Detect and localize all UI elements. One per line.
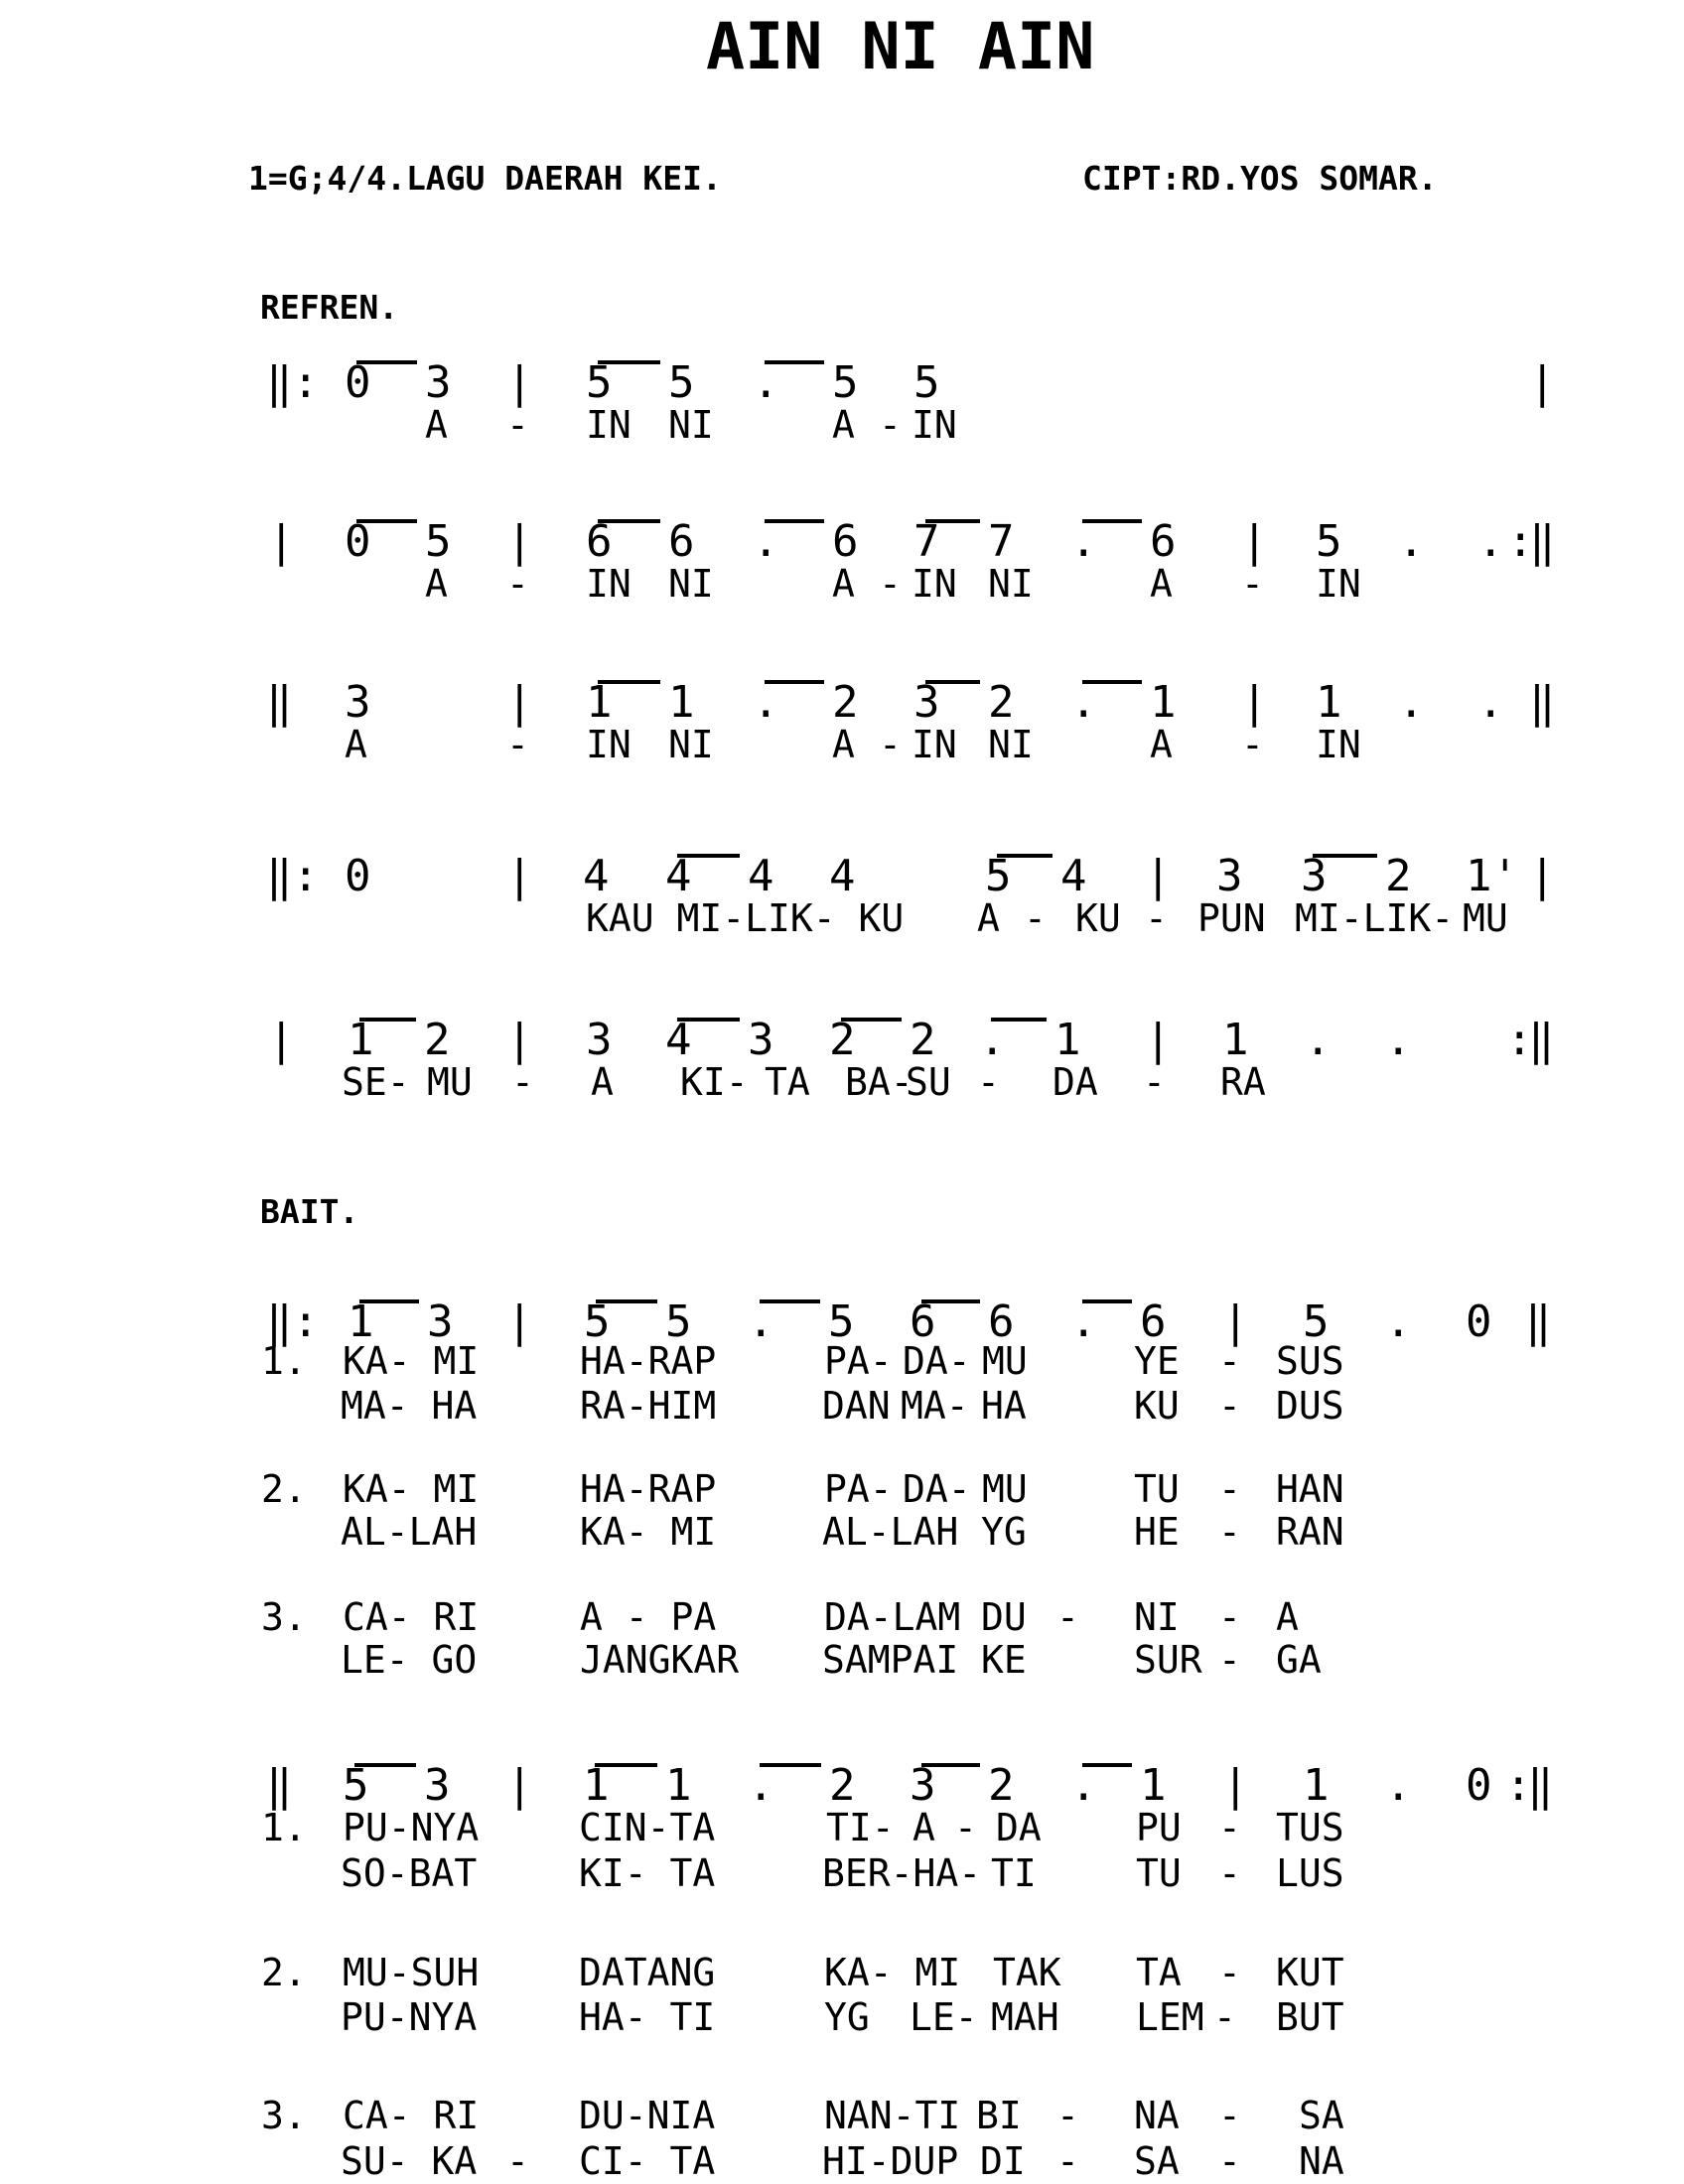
barline: | (506, 677, 533, 728)
lyric-syllable: KE (981, 1638, 1027, 1682)
note: 5 (913, 357, 940, 408)
lyric-syllable: HA (981, 1384, 1027, 1428)
lyric-syllable: DU (981, 1595, 1027, 1639)
barline: ‖ (1529, 677, 1556, 728)
lyric-syllable: - (506, 403, 529, 447)
rest-note: 0 (345, 357, 371, 408)
lyric-syllable: SE- (342, 1060, 410, 1104)
lyric-syllable: AL-LAH (822, 1510, 959, 1554)
lyric-syllable: HA-RAP (580, 1339, 717, 1383)
lyric-syllable: NI (668, 403, 714, 447)
note: 1 (348, 1015, 374, 1065)
lyric-syllable: - (1218, 1806, 1241, 1849)
note: 5 (828, 1297, 855, 1347)
barline: ‖: (266, 1297, 319, 1347)
duration-dot: . (753, 677, 779, 728)
lyric-syllable: IN (586, 723, 632, 766)
duration-dot: . (1385, 1297, 1412, 1347)
lyric-syllable: MU (982, 1339, 1028, 1383)
verse-number: 2. (261, 1467, 307, 1511)
note: 1 (1303, 1760, 1330, 1811)
lyric-syllable: SA (1299, 2094, 1344, 2137)
lyric-syllable: A (591, 1060, 614, 1104)
note: 3 (345, 677, 371, 728)
lyric-syllable: PA- (824, 1467, 893, 1511)
lyric-syllable: DA (996, 1806, 1042, 1849)
note: 5 (584, 1297, 611, 1347)
note: 3 (913, 677, 940, 728)
composer-credit: CIPT:RD.YOS SOMAR. (1082, 159, 1438, 198)
note: 6 (1150, 516, 1177, 567)
note: 2 (910, 1015, 936, 1065)
duration-dot: . (1070, 677, 1097, 728)
lyric-syllable: PU-NYA (341, 1995, 478, 2039)
lyric-syllable: - (1145, 896, 1168, 940)
lyric-syllable: KUT (1276, 1951, 1344, 1994)
duration-dot: . (1477, 516, 1504, 567)
duration-dot: . (748, 1760, 774, 1811)
barline: | (506, 516, 533, 567)
note: 6 (586, 516, 613, 567)
barline: ‖ (266, 677, 293, 728)
barline: | (1241, 677, 1268, 728)
barline: ‖: (266, 357, 319, 408)
duration-dot: . (748, 1297, 774, 1347)
lyric-syllable: MI-LIK- (1295, 896, 1455, 940)
lyric-syllable: - (1056, 2139, 1079, 2183)
lyric-syllable: BA- (845, 1060, 913, 1104)
note: 1 (586, 677, 613, 728)
duration-dot: . (1385, 1015, 1412, 1065)
note: 6 (832, 516, 859, 567)
note: 5 (586, 357, 613, 408)
lyric-syllable: PUN (1197, 896, 1266, 940)
barline: | (506, 851, 533, 901)
lyric-syllable: NI (988, 562, 1034, 606)
lyric-syllable: TI- (826, 1806, 895, 1849)
note: 4 (829, 851, 856, 901)
section-heading-bait: BAIT. (260, 1192, 359, 1231)
duration-dot: . (1305, 1015, 1332, 1065)
lyric-syllable: NI (668, 723, 714, 766)
lyric-syllable: LE- GO (341, 1638, 478, 1682)
lyric-syllable: CA- RI (343, 2094, 480, 2137)
note: 6 (668, 516, 695, 567)
lyric-syllable: MU-SUH (343, 1951, 480, 1994)
lyric-syllable: NI (668, 562, 714, 606)
barline: ‖ (1529, 516, 1556, 567)
note: 1 (665, 1760, 692, 1811)
lyric-syllable: A (912, 1806, 935, 1849)
lyric-syllable: DA- (903, 1467, 971, 1511)
note: 1' (1466, 851, 1518, 901)
lyric-syllable: DATANG (579, 1951, 716, 1994)
lyric-syllable: RA-HIM (580, 1384, 717, 1428)
lyric-syllable: BER-HA- (822, 1851, 982, 1895)
lyric-syllable: KAU MI-LIK- KU (586, 896, 905, 940)
duration-dot: . (1385, 1760, 1412, 1811)
lyric-syllable: BI (976, 2094, 1022, 2137)
lyric-syllable: - (1056, 2094, 1079, 2137)
lyric-syllable: MAH (991, 1995, 1059, 2039)
note: 1 (1140, 1760, 1167, 1811)
lyric-syllable: - (1218, 1384, 1241, 1428)
duration-dot: . (1070, 1760, 1097, 1811)
barline: : (1507, 516, 1534, 567)
duration-dot: . (1477, 677, 1504, 728)
lyric-syllable: A (832, 723, 855, 766)
note: 2 (988, 677, 1015, 728)
lyric-syllable: NI (988, 723, 1034, 766)
lyric-syllable: - (1218, 1851, 1241, 1895)
lyric-syllable: CA- RI (343, 1595, 480, 1639)
lyric-syllable: IN (912, 403, 957, 447)
note: 2 (832, 677, 859, 728)
verse-number: 1. (261, 1339, 307, 1383)
lyric-syllable: MU (982, 1467, 1028, 1511)
barline: ‖ (1528, 1015, 1555, 1065)
lyric-syllable: - (879, 562, 902, 606)
lyric-syllable: - (879, 723, 902, 766)
lyric-syllable: HA- TI (579, 1995, 716, 2039)
lyric-syllable: LE- (910, 1995, 978, 2039)
lyric-syllable: KI- TA (579, 1851, 716, 1895)
lyric-syllable: - (977, 1060, 1000, 1104)
note: 4 (583, 851, 610, 901)
lyric-syllable: - (879, 403, 902, 447)
note: 5 (1316, 516, 1342, 567)
note: 4 (748, 851, 774, 901)
note: 1 (668, 677, 695, 728)
note: 7 (913, 516, 940, 567)
lyric-syllable: KI- (680, 1060, 749, 1104)
note: 2 (988, 1760, 1015, 1811)
note: 3 (1301, 851, 1328, 901)
barline: | (506, 357, 533, 408)
lyric-syllable: NA (1134, 2094, 1180, 2137)
note: 5 (425, 516, 452, 567)
lyric-syllable: KA- MI (343, 1467, 480, 1511)
note: 3 (424, 1760, 451, 1811)
rest-note: 0 (1466, 1297, 1492, 1347)
note: 3 (425, 357, 452, 408)
lyric-syllable: SUS (1276, 1339, 1344, 1383)
note: 6 (910, 1297, 936, 1347)
lyric-syllable: DA-LAM (824, 1595, 961, 1639)
lyric-syllable: - (511, 1060, 534, 1104)
lyric-syllable: MA- (901, 1384, 969, 1428)
barline: | (1222, 1297, 1249, 1347)
lyric-syllable: - (1213, 1995, 1236, 2039)
rest-note: 0 (1466, 1760, 1492, 1811)
note: 3 (1216, 851, 1243, 901)
lyric-syllable: DA- (903, 1339, 971, 1383)
lyric-syllable: A - PA (580, 1595, 717, 1639)
lyric-syllable: DA (1052, 1060, 1098, 1104)
lyric-syllable: MU (427, 1060, 473, 1104)
lyric-syllable: DU-NIA (579, 2094, 716, 2137)
note: 4 (665, 851, 692, 901)
note: 5 (665, 1297, 692, 1347)
lyric-syllable: PU-NYA (343, 1806, 480, 1849)
barline: | (1145, 851, 1172, 901)
lyric-syllable: BUT (1276, 1995, 1344, 2039)
lyric-syllable: SU (906, 1060, 951, 1104)
lyric-syllable: A (832, 562, 855, 606)
lyric-syllable: - (1218, 1510, 1241, 1554)
note: 1 (1054, 1015, 1081, 1065)
lyric-syllable: NI (1134, 1595, 1180, 1639)
lyric-syllable: - (506, 723, 529, 766)
verse-number: 2. (261, 1951, 307, 1994)
lyric-syllable: YG (981, 1510, 1027, 1554)
barline: ‖ (266, 1760, 293, 1811)
barline: : (1506, 1015, 1533, 1065)
lyric-syllable: HE (1134, 1510, 1180, 1554)
duration-dot: . (979, 1015, 1006, 1065)
barline: ‖ (1525, 1297, 1552, 1347)
section-heading-refrain: REFREN. (260, 288, 399, 327)
note: 1 (348, 1297, 374, 1347)
lyric-syllable: SAMPAI (822, 1638, 959, 1682)
note: 3 (748, 1015, 774, 1065)
lyric-syllable: TI (991, 1851, 1037, 1895)
lyric-syllable: TUS (1276, 1806, 1344, 1849)
lyric-syllable: A (1150, 562, 1173, 606)
duration-dot: . (753, 516, 779, 567)
note: 2 (829, 1015, 856, 1065)
lyric-syllable: TAK (993, 1951, 1061, 1994)
song-title: AIN NI AIN (706, 10, 1095, 84)
duration-dot: . (1398, 677, 1425, 728)
note: 1 (1150, 677, 1177, 728)
duration-dot: . (1070, 1297, 1097, 1347)
lyric-syllable: - (1056, 1595, 1079, 1639)
verse-number: 3. (261, 1595, 307, 1639)
barline: ‖ (1527, 1760, 1554, 1811)
barline: : (1505, 1760, 1532, 1811)
note: 5 (343, 1760, 369, 1811)
note: 5 (668, 357, 695, 408)
lyric-syllable: - (954, 1806, 977, 1849)
lyric-syllable: TU (1136, 1851, 1182, 1895)
lyric-syllable: - (1024, 896, 1047, 940)
note: 1 (1316, 677, 1342, 728)
note: 3 (910, 1760, 936, 1811)
lyric-syllable: YG (824, 1995, 870, 2039)
lyric-syllable: LUS (1276, 1851, 1344, 1895)
lyric-syllable: - (1218, 2139, 1241, 2183)
lyric-syllable: A (425, 403, 448, 447)
lyric-syllable: DUS (1276, 1384, 1344, 1428)
barline: | (1529, 851, 1556, 901)
lyric-syllable: HI-DUP (822, 2139, 959, 2183)
lyric-syllable: IN (1316, 562, 1361, 606)
note: 5 (1303, 1297, 1330, 1347)
barline: | (506, 1297, 533, 1347)
lyric-syllable: HAN (1276, 1467, 1344, 1511)
lyric-syllable: IN (1316, 723, 1361, 766)
note: 3 (586, 1015, 613, 1065)
note: 6 (988, 1297, 1015, 1347)
lyric-syllable: NA (1299, 2139, 1344, 2183)
barline: | (268, 516, 295, 567)
lyric-syllable: MA- HA (341, 1384, 478, 1428)
barline: | (1529, 357, 1556, 408)
lyric-syllable: HA-RAP (580, 1467, 717, 1511)
lyric-syllable: KA- MI (580, 1510, 717, 1554)
rest-note: 0 (345, 851, 371, 901)
lyric-syllable: IN (912, 723, 957, 766)
verse-number: 3. (261, 2094, 307, 2137)
lyric-syllable: A (977, 896, 1000, 940)
verse-number: 1. (261, 1806, 307, 1849)
lyric-syllable: A (1276, 1595, 1299, 1639)
lyric-syllable: SUR (1134, 1638, 1202, 1682)
note: 5 (985, 851, 1012, 901)
lyric-syllable: DI (980, 2139, 1026, 2183)
duration-dot: . (1070, 516, 1097, 567)
lyric-syllable: YE (1134, 1339, 1180, 1383)
lyric-syllable: RAN (1276, 1510, 1344, 1554)
barline: | (268, 1015, 295, 1065)
note: 2 (424, 1015, 451, 1065)
lyric-syllable: - (1218, 2094, 1241, 2137)
lyric-syllable: SU- KA (341, 2139, 478, 2183)
note: 2 (1385, 851, 1412, 901)
note: 1 (583, 1760, 610, 1811)
lyric-syllable: A (1150, 723, 1173, 766)
rest-note: 0 (345, 516, 371, 567)
lyric-syllable: AL-LAH (341, 1510, 478, 1554)
lyric-syllable: IN (586, 562, 632, 606)
lyric-syllable: SA (1134, 2139, 1180, 2183)
key-and-origin-heading: 1=G;4/4.LAGU DAERAH KEI. (248, 159, 722, 198)
lyric-syllable: - (1218, 1951, 1241, 1994)
lyric-syllable: PU (1136, 1806, 1182, 1849)
lyric-syllable: - (1143, 1060, 1166, 1104)
barline: | (506, 1760, 533, 1811)
lyric-syllable: GA (1276, 1638, 1322, 1682)
lyric-syllable: - (1241, 723, 1264, 766)
lyric-syllable: - (1218, 1638, 1241, 1682)
lyric-syllable: IN (912, 562, 957, 606)
lyric-syllable: KA- MI (824, 1951, 961, 1994)
barline: ‖: (266, 851, 319, 901)
lyric-syllable: KU (1075, 896, 1121, 940)
lyric-syllable: - (506, 562, 529, 606)
lyric-syllable: - (1218, 1339, 1241, 1383)
lyric-syllable: - (1241, 562, 1264, 606)
lyric-syllable: - (1218, 1595, 1241, 1639)
note: 1 (1222, 1015, 1249, 1065)
barline: | (506, 1015, 533, 1065)
barline: | (1145, 1015, 1172, 1065)
note: 2 (829, 1760, 856, 1811)
note: 5 (832, 357, 859, 408)
lyric-syllable: RA (1220, 1060, 1266, 1104)
lyric-syllable: TA (765, 1060, 810, 1104)
lyric-syllable: A (832, 403, 855, 447)
duration-dot: . (1398, 516, 1425, 567)
lyric-syllable: TU (1134, 1467, 1180, 1511)
lyric-syllable: KU (1134, 1384, 1180, 1428)
note: 6 (1140, 1297, 1167, 1347)
note: 4 (665, 1015, 692, 1065)
note: 7 (988, 516, 1015, 567)
lyric-syllable: SO-BAT (341, 1851, 478, 1895)
lyric-syllable: KA- MI (343, 1339, 480, 1383)
lyric-syllable: CIN-TA (579, 1806, 716, 1849)
lyric-syllable: MU (1463, 896, 1508, 940)
barline: | (1222, 1760, 1249, 1811)
lyric-syllable: PA- (824, 1339, 893, 1383)
note: 3 (427, 1297, 454, 1347)
lyric-syllable: CI- TA (579, 2139, 716, 2183)
note: 4 (1060, 851, 1087, 901)
lyric-syllable: A (425, 562, 448, 606)
lyric-syllable: IN (586, 403, 632, 447)
barline: | (1241, 516, 1268, 567)
lyric-syllable: LEM (1136, 1995, 1204, 2039)
lyric-syllable: JANGKAR (580, 1638, 740, 1682)
lyric-syllable: NAN-TI (824, 2094, 961, 2137)
lyric-syllable: TA (1136, 1951, 1182, 1994)
lyric-syllable: DAN (822, 1384, 891, 1428)
duration-dot: . (753, 357, 779, 408)
lyric-syllable: - (1218, 1467, 1241, 1511)
lyric-syllable: - (506, 2139, 529, 2183)
lyric-syllable: A (345, 723, 367, 766)
